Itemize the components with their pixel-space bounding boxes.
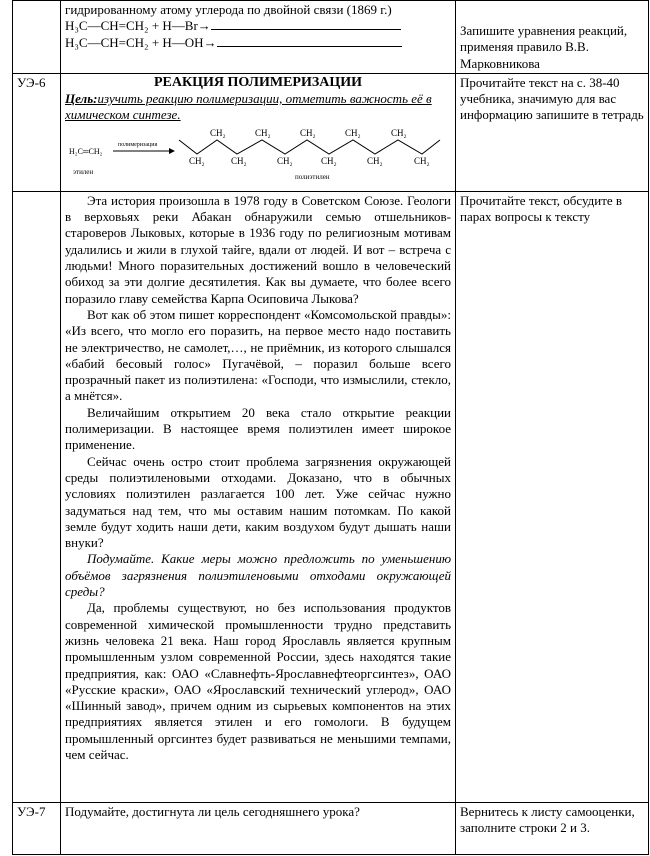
code-cell <box>13 1 61 74</box>
section-code: УЭ-7 <box>17 803 46 819</box>
reaction-arrowhead <box>169 148 175 154</box>
chain-unit: CH₂ <box>189 155 205 166</box>
chain-unit: CH₂ <box>391 127 407 138</box>
chain-unit: CH₂ <box>277 155 293 166</box>
table-row <box>13 802 649 854</box>
goal-text: изучить реакцию полимеризации, отметить важность её в химическом синтезе. <box>65 91 432 123</box>
chain-unit: CH₂ <box>300 127 316 138</box>
code-cell <box>13 802 61 854</box>
chain-unit: CH₂ <box>367 155 383 166</box>
section-title: РЕАКЦИЯ ПОЛИМЕРИЗАЦИИ <box>153 74 363 90</box>
chain-unit: CH₂ <box>255 127 271 138</box>
instruction-cell <box>456 1 649 74</box>
content-cell <box>61 73 456 191</box>
chain-unit: CH₂ <box>345 127 361 138</box>
monomer-name: этилен <box>73 167 94 176</box>
yaroslavl-paragraph: Да, проблемы существуют, но без использования продуктов современной химической промышленности трудно представить жизнь человека 21 века. Наш город Ярославль является крупным промышленным узлом современной России, здесь находятся такие предприятия, как: ОАО «Славнефть-Ярославнефтеоргсинтез», ОАО «Русские краски», ОАО «Ярославский технический углерод», ОАО «Шинный завод», причем одним из сырьевых компонентов на этих предприятиях является этилен и его гомологи. В будущем промышленный оргсинтез будет развиваться не меньшими темпами, чем сейчас. <box>65 600 451 762</box>
section-code: УЭ-6 <box>17 74 46 90</box>
instruction-text: Прочитайте текст, обсудите в парах вопросы к тексту <box>460 192 623 225</box>
instruction-text: Прочитайте текст на с. 38-40 учебника, значимую для вас информацию запишите в тетрадь <box>460 74 644 123</box>
table-row <box>13 73 649 191</box>
answer-blank-1 <box>211 19 401 30</box>
discovery-paragraph: Величайшим открытием 20 века стало открытие реакции полимеризации. В настоящее время полиэтилен имеет широкое применение. <box>65 404 451 453</box>
chain-unit: CH₂ <box>414 155 430 166</box>
polymerization-diagram <box>65 124 450 184</box>
story-paragraph: Эта история произошла в 1978 году в Советском Союзе. Геологи в верховьях реки Абакан обнаружили семью отшельников-староверов Лыковых, которые в 1936 году по религиозным мотивам удалились и жили в глухой тайге, вдали от людей. И вот – встреча с людьми! Много поразительных достижений вошло в человеческий обиход за эти долгие десятилетия. Как вы думаете, что более всего поразило главу семейства Карпа Осиповича Лыкова? <box>65 192 451 306</box>
chain-labels <box>189 128 430 166</box>
polymer-name: полиэтилен <box>295 172 330 181</box>
quote-paragraph: Вот как об этом пишет корреспондент «Комсомольской правды»: «Из всего, что могло его поразить, на первое место надо поставить не электричество, не самолет,…, не приёмник, из которого слышался «бабий бесовый голос» Пугачёвой, – поразил больше всего прозрачный пакет из полиэтилена: «Господи, что измыслили, стекло, а мнётся». <box>65 306 451 404</box>
equation-2 <box>65 35 451 51</box>
lesson-goal <box>65 91 451 124</box>
lesson-table <box>12 0 649 855</box>
instruction-cell <box>456 802 649 854</box>
pollution-paragraph: Сейчас очень остро стоит проблема загрязнения окружающей среды полиэтиленовыми отходами. Доказано, что в обычных условиях полиэтилен разлагается 100 лет. Уже сейчас нужно задуматься над тем, что мы оставим нашим потомкам. По какой земле будут ходить наши дети, каким воздухом будут дышать наши внуки? <box>65 453 451 551</box>
equation-1-text: H₃C—CH=CH₂ + H—Br→ <box>65 18 211 34</box>
think-question: Подумайте. Какие меры можно предложить по уменьшению объёмов загрязнения полиэтиленовыми отходами окружающей среды? <box>65 551 451 600</box>
chain-unit: CH₂ <box>231 155 247 166</box>
table-row <box>13 191 649 802</box>
instruction-text: Вернитесь к листу самооценки, заполните строки 2 и 3. <box>460 803 635 836</box>
reflection-question: Подумайте, достигнута ли цель сегодняшнего урока? <box>65 803 360 819</box>
content-cell <box>61 191 456 802</box>
instruction-cell <box>456 73 649 191</box>
table-row <box>13 1 649 74</box>
instruction-text: Запишите уравнения реакций, применяя правило В.В. Марковникова <box>460 23 628 71</box>
goal-label: Цель: <box>65 91 98 107</box>
content-cell <box>61 802 456 854</box>
polymer-chain <box>179 140 440 154</box>
answer-blank-2 <box>217 36 402 47</box>
chain-unit: CH₂ <box>210 127 226 138</box>
equation-2-text: H₃C—CH=CH₂ + H—OH→ <box>65 34 217 50</box>
code-cell <box>13 73 61 191</box>
equation-1 <box>65 18 451 34</box>
content-cell <box>61 1 456 74</box>
monomer-formula: H₂C═CH₂ <box>69 146 103 156</box>
arrow-label: полимеризация <box>118 141 158 148</box>
code-cell <box>13 191 61 802</box>
chain-unit: CH₂ <box>321 155 337 166</box>
markovnikov-rule-end: гидрированному атому углерода по двойной связи (1869 г.) <box>65 2 392 17</box>
instruction-cell <box>456 191 649 802</box>
